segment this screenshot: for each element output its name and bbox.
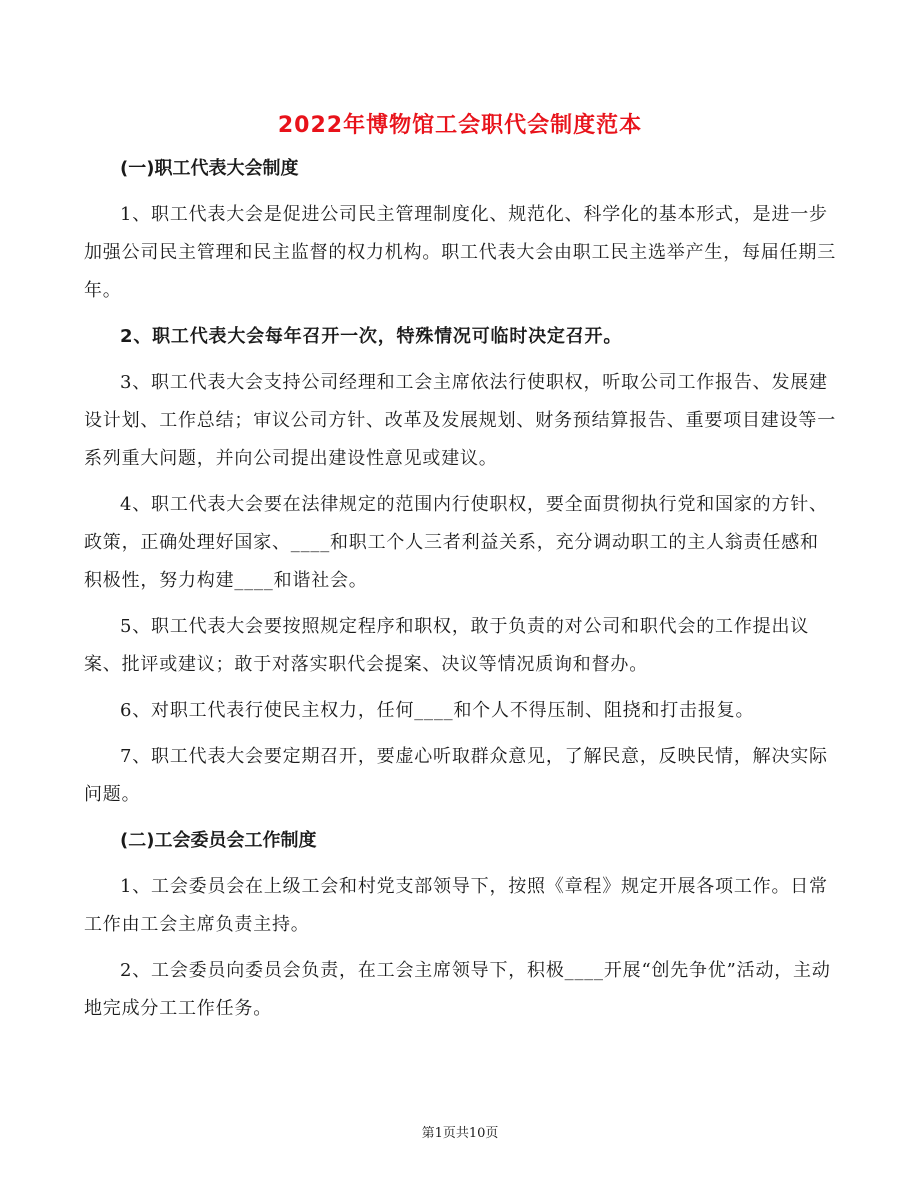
- section-heading: (二)工会委员会工作制度: [120, 830, 317, 851]
- document-body: [84, 150, 836, 1036]
- paragraph: 4、职工代表大会要在法律规定的范围内行使职权，要全面贯彻执行党和国家的方针、政策，正确处理好国家、____和职工个人三者利益关系，充分调动职工的主人翁责任感和积极性，努力构建____和谐社会。: [84, 494, 828, 591]
- paragraph: 2、工会委员向委员会负责，在工会主席领导下，积极____开展“创先争优”活动，主动地完成分工工作任务。: [84, 960, 831, 1019]
- document-title: 2022年博物馆工会职代会制度范本: [277, 113, 643, 138]
- section-heading: (一)职工代表大会制度: [120, 158, 299, 179]
- paragraph: 1、职工代表大会是促进公司民主管理制度化、规范化、科学化的基本形式，是进一步加强公司民主管理和民主监督的权力机构。职工代表大会由职工民主选举产生，每届任期三年。: [84, 204, 836, 301]
- page-number: 第1页共10页: [421, 1126, 499, 1141]
- paragraph: 5、职工代表大会要按照规定程序和职权，敢于负责的对公司和职代会的工作提出议案、批评或建议；敢于对落实职代会提案、决议等情况质询和督办。: [84, 616, 810, 675]
- paragraph: 1、工会委员会在上级工会和村党支部领导下，按照《章程》规定开展各项工作。日常工作由工会主席负责主持。: [84, 876, 828, 935]
- paragraph: 6、对职工代表行使民主权力，任何____和个人不得压制、阻挠和打击报复。: [120, 700, 755, 721]
- paragraph: 3、职工代表大会支持公司经理和工会主席依法行使职权，听取公司工作报告、发展建设计划、工作总结；审议公司方针、改革及发展规划、财务预结算报告、重要项目建设等一系列重大问题，并向公司提出建设性意见或建议。: [84, 372, 836, 469]
- paragraph: 2、职工代表大会每年召开一次，特殊情况可临时决定召开。: [120, 326, 623, 347]
- paragraph: 7、职工代表大会要定期召开，要虚心听取群众意见，了解民意，反映民情，解决实际问题。: [84, 746, 828, 805]
